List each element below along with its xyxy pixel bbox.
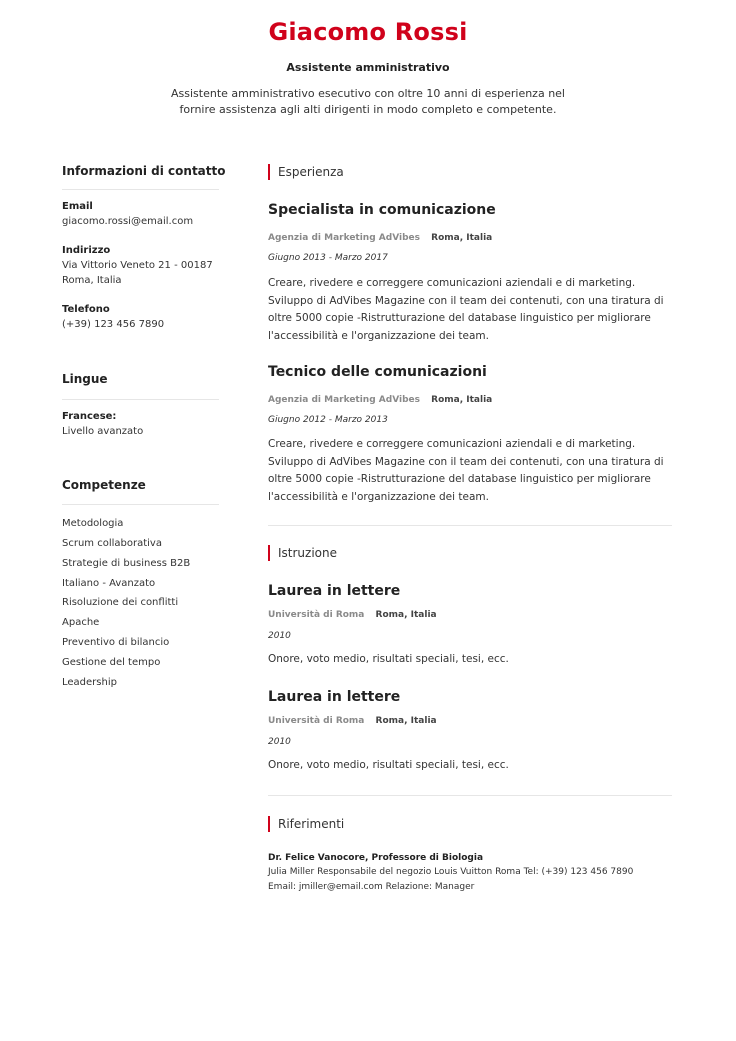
description-line: Sviluppo di AdVibes Magazine con il team dei contenuti, con una tiratura di [268, 455, 664, 468]
skill-item: Scrum collaborativa [62, 538, 162, 549]
education-heading: Istruzione [278, 546, 337, 560]
candidate-name: Giacomo Rossi [268, 18, 468, 46]
references-heading: Riferimenti [278, 817, 345, 831]
job-description [268, 275, 668, 345]
address-line-1: Via Vittorio Veneto 21 - 00187 [62, 260, 213, 271]
skills-divider [62, 504, 219, 505]
references-accent-bar [268, 816, 270, 832]
email-label: Email [62, 201, 93, 212]
job-title: Tecnico delle comunicazioni [268, 364, 487, 380]
candidate-role: Assistente amministrativo [286, 61, 450, 74]
school-line [268, 610, 437, 620]
job-company: Agenzia di Marketing AdVibes [268, 395, 420, 405]
address-line-2: Roma, Italia [62, 275, 122, 286]
section-divider [268, 795, 672, 796]
school-line [268, 716, 437, 726]
email-value: giacomo.rossi@email.com [62, 216, 194, 227]
description-line: oltre 5000 copie -Ristrutturazione del database linguistico per migliorare [268, 312, 651, 324]
language-level: Livello avanzato [62, 426, 144, 437]
profile-summary: Assistente amministrativo esecutivo con oltre 10 anni di esperienza nel fornire assistenza agli alti dirigenti in modo completo e competente. [171, 87, 565, 116]
job-company-line [268, 233, 492, 243]
reference-name: Dr. Felice Vanocore, Professore di Biologia [268, 853, 484, 863]
description-line: oltre 5000 copie -Ristrutturazione del database linguistico per migliorare [268, 473, 651, 485]
education-details: Onore, voto medio, risultati speciali, tesi, ecc. [268, 759, 509, 771]
skill-item: Italiano - Avanzato [62, 578, 156, 589]
skill-item: Leadership [62, 677, 117, 688]
job-company: Agenzia di Marketing AdVibes [268, 233, 420, 243]
job-dates: Giugno 2012 - Marzo 2013 [268, 415, 388, 425]
contact-divider [62, 189, 219, 190]
job-location: Roma, Italia [431, 395, 493, 405]
reference-contact-line: Email: jmiller@email.com Relazione: Manager [268, 882, 475, 892]
language-name: Francese: [62, 411, 117, 422]
skill-item: Strategie di business B2B [62, 558, 191, 569]
skill-item: Metodologia [62, 518, 124, 529]
contact-heading: Informazioni di contatto [62, 164, 226, 178]
job-dates: Giugno 2013 - Marzo 2017 [268, 253, 388, 263]
experience-heading: Esperienza [278, 165, 344, 179]
description-line: l'accessibilità e l'organizzazione dei team. [268, 490, 489, 503]
school-name: Università di Roma [268, 716, 365, 726]
description-line: Creare, rivedere e correggere comunicazioni aziendali e di marketing. [268, 277, 636, 289]
degree-title: Laurea in lettere [268, 583, 401, 599]
job-description [268, 436, 668, 506]
description-line: Sviluppo di AdVibes Magazine con il team dei contenuti, con una tiratura di [268, 294, 664, 307]
education-year: 2010 [268, 737, 291, 747]
school-name: Università di Roma [268, 610, 365, 620]
languages-heading: Lingue [62, 372, 108, 386]
experience-accent-bar [268, 164, 270, 180]
phone-value: (+39) 123 456 7890 [62, 319, 165, 330]
section-divider [268, 525, 672, 526]
skill-item: Preventivo di bilancio [62, 637, 170, 648]
degree-title: Laurea in lettere [268, 689, 401, 705]
education-details: Onore, voto medio, risultati speciali, tesi, ecc. [268, 653, 509, 665]
school-location: Roma, Italia [375, 610, 437, 620]
education-year: 2010 [268, 631, 291, 641]
reference-detail-line: Julia Miller Responsabile del negozio Louis Vuitton Roma Tel: (+39) 123 456 7890 [268, 867, 634, 877]
education-accent-bar [268, 545, 270, 561]
skill-item: Risoluzione dei conflitti [62, 597, 179, 608]
school-location: Roma, Italia [375, 716, 437, 726]
description-line: Creare, rivedere e correggere comunicazioni aziendali e di marketing. [268, 438, 636, 450]
address-label: Indirizzo [62, 245, 111, 256]
job-company-line [268, 395, 492, 405]
languages-divider [62, 399, 219, 400]
phone-label: Telefono [62, 304, 110, 315]
skill-item: Gestione del tempo [62, 657, 161, 668]
description-line: l'accessibilità e l'organizzazione dei team. [268, 329, 489, 342]
job-title: Specialista in comunicazione [268, 202, 496, 218]
job-location: Roma, Italia [431, 233, 493, 243]
skill-item: Apache [62, 617, 100, 628]
skills-heading: Competenze [62, 478, 146, 492]
